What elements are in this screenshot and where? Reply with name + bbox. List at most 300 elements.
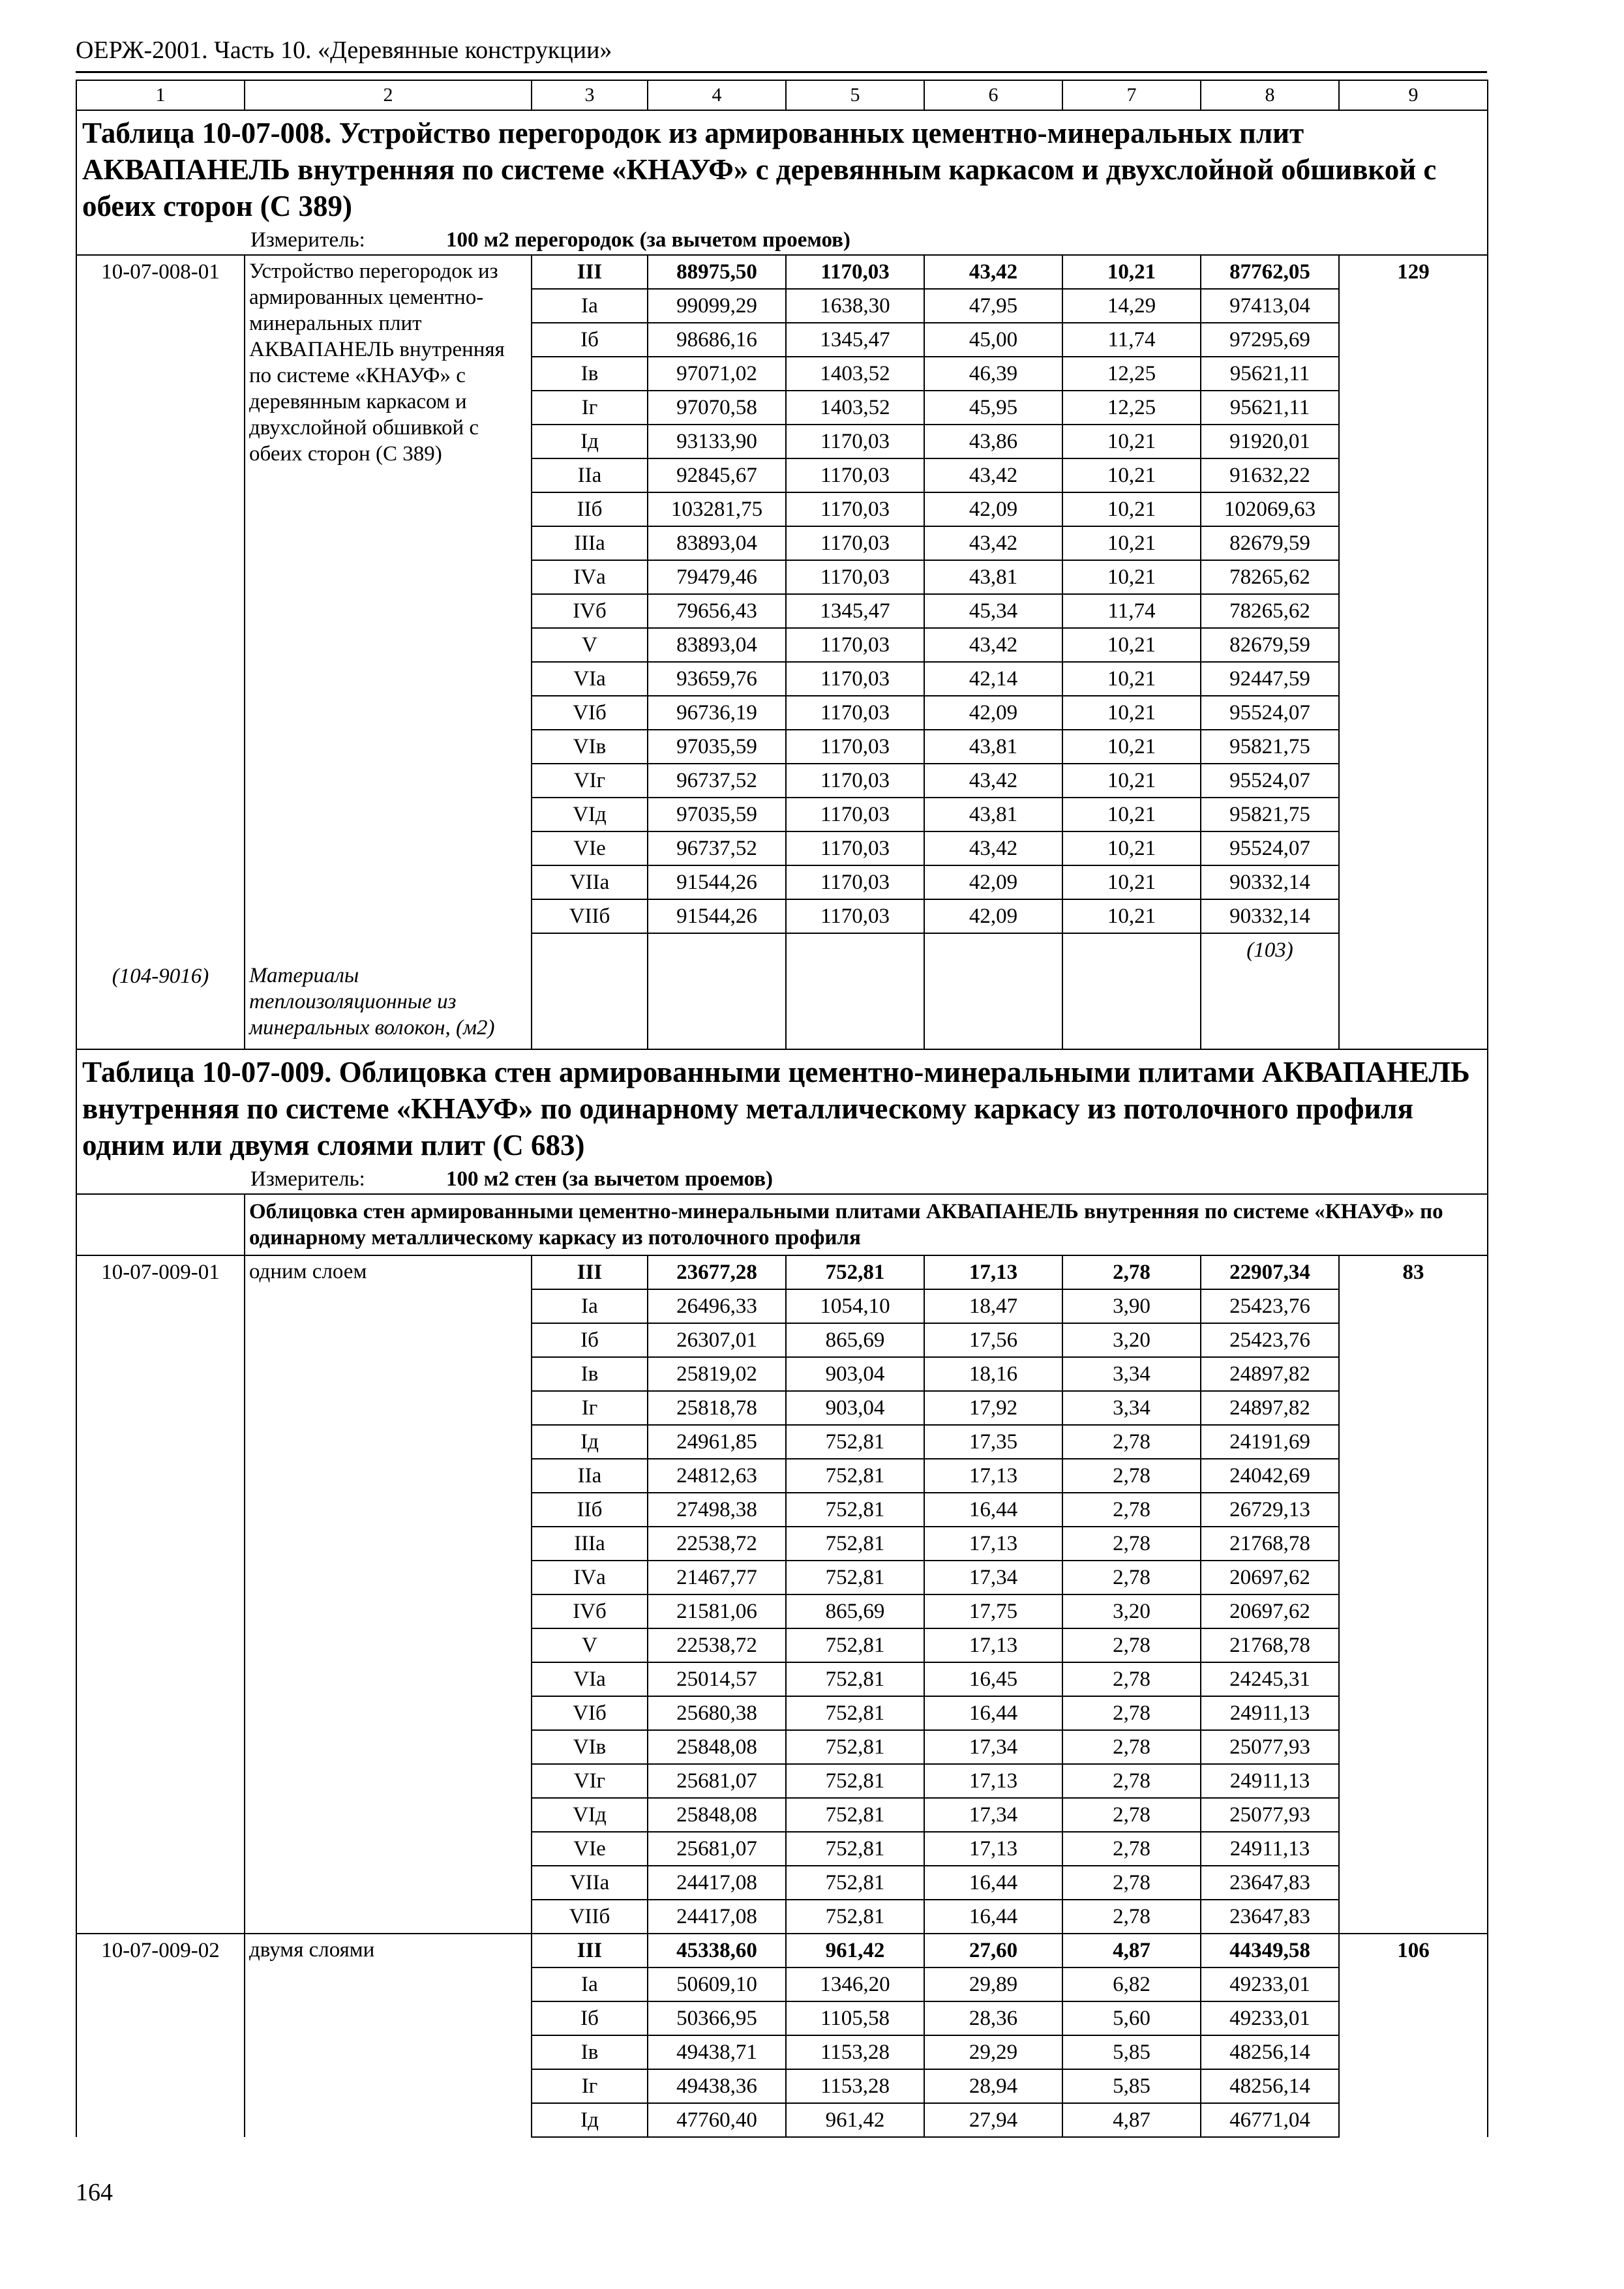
zone-code: III	[532, 255, 648, 289]
rate-value: 23677,28	[648, 1255, 786, 1289]
rate-value: 93659,76	[648, 662, 786, 696]
rate-value: 1170,03	[786, 730, 924, 764]
rate-value: 752,81	[786, 1832, 924, 1866]
rate-value: 43,81	[924, 560, 1062, 594]
rate-value: 87762,05	[1201, 255, 1339, 289]
item-description: двумя слоями	[245, 1934, 532, 2137]
column-number: 5	[786, 80, 924, 110]
rate-value: 17,13	[924, 1628, 1062, 1662]
zone-code: Iв	[532, 2035, 648, 2069]
zone-code: VIд	[532, 1798, 648, 1832]
rate-value: 24911,13	[1201, 1764, 1339, 1798]
rate-value: 1170,03	[786, 526, 924, 560]
rate-value: 43,42	[924, 764, 1062, 798]
unit-label: Измеритель:	[250, 1167, 365, 1191]
rate-value: 45,00	[924, 323, 1062, 357]
rate-value: 18,16	[924, 1357, 1062, 1391]
rate-value: 21581,06	[648, 1594, 786, 1628]
rate-value: 22538,72	[648, 1527, 786, 1561]
rate-value: 24897,82	[1201, 1357, 1339, 1391]
rate-value: 95524,07	[1201, 831, 1339, 865]
rate-value: 48256,14	[1201, 2035, 1339, 2069]
rate-value: 22907,34	[1201, 1255, 1339, 1289]
rate-value: 43,81	[924, 798, 1062, 831]
rate-value	[786, 933, 924, 1049]
page-header: ОЕРЖ-2001. Часть 10. «Деревянные конструкции»	[76, 37, 612, 64]
rate-value: 1170,03	[786, 628, 924, 662]
rate-value: 2,78	[1062, 1561, 1201, 1594]
rate-value: 10,21	[1062, 696, 1201, 730]
rate-value: 3,34	[1062, 1391, 1201, 1425]
rate-value: 3,34	[1062, 1357, 1201, 1391]
rate-value: 865,69	[786, 1323, 924, 1357]
zone-code: Iб	[532, 1323, 648, 1357]
item-code: 10-07-009-02	[76, 1934, 245, 2137]
zone-code: Iб	[532, 2001, 648, 2035]
rate-value: 102069,63	[1201, 492, 1339, 526]
rate-value: 27498,38	[648, 1493, 786, 1527]
rate-value: 97070,58	[648, 391, 786, 425]
rate-value: 21467,77	[648, 1561, 786, 1594]
rate-value: 2,78	[1062, 1255, 1201, 1289]
rate-value: 49233,01	[1201, 2001, 1339, 2035]
rate-value: 1638,30	[786, 289, 924, 323]
item-description	[245, 255, 532, 1049]
rate-value: 25848,08	[648, 1730, 786, 1764]
rate-value: 25680,38	[648, 1696, 786, 1730]
zone-code: III	[532, 1934, 648, 1967]
zone-code: Iг	[532, 1391, 648, 1425]
rate-value: 29,29	[924, 2035, 1062, 2069]
rate-value: 24417,08	[648, 1900, 786, 1934]
rate-value: 42,09	[924, 492, 1062, 526]
table-row	[76, 1255, 1488, 1289]
rate-value: 43,42	[924, 255, 1062, 289]
rate-value: 46,39	[924, 357, 1062, 391]
rate-value: 16,44	[924, 1493, 1062, 1527]
rate-value: 1170,03	[786, 492, 924, 526]
rate-value: 17,13	[924, 1764, 1062, 1798]
rate-value: 48256,14	[1201, 2069, 1339, 2103]
rate-value: 103281,75	[648, 492, 786, 526]
rate-value: 28,36	[924, 2001, 1062, 2035]
zone-code: VIIа	[532, 1866, 648, 1900]
rate-value: 43,42	[924, 458, 1062, 492]
rate-value: 24911,13	[1201, 1832, 1339, 1866]
zone-code: Iв	[532, 1357, 648, 1391]
rate-value: 1170,03	[786, 764, 924, 798]
zone-code: V	[532, 628, 648, 662]
rate-value: 42,09	[924, 696, 1062, 730]
rate-value: 11,74	[1062, 594, 1201, 628]
rate-value: 24897,82	[1201, 1391, 1339, 1425]
column-9-value: 129	[1339, 255, 1488, 1049]
rate-value: 22538,72	[648, 1628, 786, 1662]
zone-code: Iа	[532, 1967, 648, 2001]
zone-code: IVб	[532, 594, 648, 628]
table-title: Таблица 10-07-009. Облицовка стен армированными цементно-минеральными плитами АКВАПАНЕЛЬ внутренняя по системе «КНАУФ» по одинарному металлическому каркасу из потолочного профиля одним или двумя слоями плит (С 683)	[82, 1056, 1470, 1161]
item-code	[76, 255, 245, 1049]
rate-value: 752,81	[786, 1527, 924, 1561]
rate-value: 17,35	[924, 1425, 1062, 1459]
rate-value: 1153,28	[786, 2069, 924, 2103]
zone-code	[532, 933, 648, 1049]
rates-table	[76, 80, 1488, 2138]
rate-value: 752,81	[786, 1493, 924, 1527]
rate-value: 3,20	[1062, 1594, 1201, 1628]
rate-value: 25681,07	[648, 1764, 786, 1798]
table-title-row	[76, 110, 1488, 255]
rate-value: 90332,14	[1201, 899, 1339, 933]
zone-code: Iг	[532, 2069, 648, 2103]
rate-value: 79479,46	[648, 560, 786, 594]
rates-table-body	[76, 80, 1488, 2137]
rate-value: 16,45	[924, 1662, 1062, 1696]
rate-value: 23647,83	[1201, 1900, 1339, 1934]
zone-code: IIIа	[532, 526, 648, 560]
rate-value: 92845,67	[648, 458, 786, 492]
zone-code: Iа	[532, 1289, 648, 1323]
rate-value: 6,82	[1062, 1967, 1201, 2001]
material-code: (104-9016)	[112, 965, 209, 988]
rate-value: 50366,95	[648, 2001, 786, 2035]
rate-value: 45338,60	[648, 1934, 786, 1967]
rate-value: 17,34	[924, 1798, 1062, 1832]
rate-value: 21768,78	[1201, 1527, 1339, 1561]
zone-code: VIг	[532, 1764, 648, 1798]
rate-value: 903,04	[786, 1357, 924, 1391]
rate-value: 10,21	[1062, 492, 1201, 526]
rate-value: 10,21	[1062, 560, 1201, 594]
rate-value: 2,78	[1062, 1696, 1201, 1730]
rate-value: 45,95	[924, 391, 1062, 425]
rate-value: 27,60	[924, 1934, 1062, 1967]
rate-value: 91920,01	[1201, 425, 1339, 458]
zone-code: IIб	[532, 492, 648, 526]
rate-value: 79656,43	[648, 594, 786, 628]
zone-code: IVа	[532, 1561, 648, 1594]
rate-value: 17,34	[924, 1561, 1062, 1594]
rate-value: 4,87	[1062, 2103, 1201, 2137]
rate-value: 17,13	[924, 1527, 1062, 1561]
table-row	[76, 255, 1488, 289]
rate-value: 10,21	[1062, 831, 1201, 865]
column-number: 8	[1201, 80, 1339, 110]
rate-value: 25818,78	[648, 1391, 786, 1425]
zone-code: VIг	[532, 764, 648, 798]
rate-value: 5,85	[1062, 2035, 1201, 2069]
rate-value: 25819,02	[648, 1357, 786, 1391]
rate-value: 2,78	[1062, 1798, 1201, 1832]
subheading-blank	[76, 1194, 245, 1255]
rate-value: 10,21	[1062, 628, 1201, 662]
zone-code: VIд	[532, 798, 648, 831]
rate-value: 96737,52	[648, 831, 786, 865]
rate-value: 95821,75	[1201, 730, 1339, 764]
rate-value: 1153,28	[786, 2035, 924, 2069]
rate-value: 14,29	[1062, 289, 1201, 323]
page-number: 164	[76, 2179, 113, 2206]
rate-value: 16,44	[924, 1696, 1062, 1730]
rate-value: 88975,50	[648, 255, 786, 289]
rate-value: 92447,59	[1201, 662, 1339, 696]
zone-code: VIв	[532, 1730, 648, 1764]
unit-value: 100 м2 стен (за вычетом проемов)	[446, 1167, 774, 1191]
rate-value: 752,81	[786, 1764, 924, 1798]
item-description-text: Устройство перегородок из армированных цементно-минеральных плит АКВАПАНЕЛЬ внутренняя по системе «КНАУФ» с деревянным каркасом и двухслойной обшивкой с обеих сторон (С 389)	[249, 260, 505, 466]
item-code-text: 10-07-008-01	[101, 260, 220, 284]
rate-value: 1054,10	[786, 1289, 924, 1323]
header-rule	[76, 71, 1487, 73]
subheading: Облицовка стен армированными цементно-минеральными плитами АКВАПАНЕЛЬ внутренняя по системе «КНАУФ» по одинарному металлическому каркасу из потолочного профиля	[245, 1194, 1488, 1255]
rate-value: 10,21	[1062, 764, 1201, 798]
zone-code: VIб	[532, 696, 648, 730]
rate-value: 3,90	[1062, 1289, 1201, 1323]
column-number: 3	[532, 80, 648, 110]
rate-value: 98686,16	[648, 323, 786, 357]
rate-value: 2,78	[1062, 1527, 1201, 1561]
rate-value: 2,78	[1062, 1730, 1201, 1764]
zone-code: III	[532, 1255, 648, 1289]
zone-code: VIе	[532, 831, 648, 865]
zone-code: IIб	[532, 1493, 648, 1527]
rate-value: 83893,04	[648, 526, 786, 560]
rate-value: 90332,14	[1201, 865, 1339, 899]
rate-value: 1403,52	[786, 391, 924, 425]
rate-value: 2,78	[1062, 1662, 1201, 1696]
rate-value: 1170,03	[786, 798, 924, 831]
rate-value: 24911,13	[1201, 1696, 1339, 1730]
rate-value: 93133,90	[648, 425, 786, 458]
rate-value: 752,81	[786, 1425, 924, 1459]
rate-value: 47,95	[924, 289, 1062, 323]
rate-value: 17,13	[924, 1255, 1062, 1289]
rate-value: 17,92	[924, 1391, 1062, 1425]
rate-value: 10,21	[1062, 255, 1201, 289]
rate-value: 91544,26	[648, 899, 786, 933]
rate-value: 961,42	[786, 1934, 924, 1967]
rate-value: 91544,26	[648, 865, 786, 899]
rate-value: 97071,02	[648, 357, 786, 391]
rate-value: 95621,11	[1201, 391, 1339, 425]
rate-value: 17,34	[924, 1730, 1062, 1764]
rate-value: 23647,83	[1201, 1866, 1339, 1900]
rate-value: 10,21	[1062, 662, 1201, 696]
zone-code: VIб	[532, 1696, 648, 1730]
rate-value: 1170,03	[786, 255, 924, 289]
rate-value: 97035,59	[648, 798, 786, 831]
rate-value: 2,78	[1062, 1459, 1201, 1493]
rate-value: 96736,19	[648, 696, 786, 730]
rate-value: 82679,59	[1201, 526, 1339, 560]
column-number: 2	[245, 80, 532, 110]
rate-value: 20697,62	[1201, 1594, 1339, 1628]
unit-label: Измеритель:	[250, 228, 365, 252]
zone-code: VIIа	[532, 865, 648, 899]
rate-value: 2,78	[1062, 1832, 1201, 1866]
rate-value: 752,81	[786, 1900, 924, 1934]
rate-value: 78265,62	[1201, 560, 1339, 594]
rate-value: 42,09	[924, 865, 1062, 899]
column-number-row	[76, 80, 1488, 110]
rate-value: 24245,31	[1201, 1662, 1339, 1696]
rate-value: 1170,03	[786, 425, 924, 458]
rate-value: 752,81	[786, 1255, 924, 1289]
zone-code: VIв	[532, 730, 648, 764]
rate-value: 83893,04	[648, 628, 786, 662]
rate-value: 752,81	[786, 1798, 924, 1832]
rate-value: 5,85	[1062, 2069, 1201, 2103]
rate-value: 25423,76	[1201, 1289, 1339, 1323]
rate-value: 10,21	[1062, 899, 1201, 933]
rate-value: 752,81	[786, 1866, 924, 1900]
zone-code: VIе	[532, 1832, 648, 1866]
rate-value: 47760,40	[648, 2103, 786, 2137]
rate-value: 5,60	[1062, 2001, 1201, 2035]
rate-value: 46771,04	[1201, 2103, 1339, 2137]
table-title-row	[76, 1049, 1488, 1194]
rate-value: 1170,03	[786, 899, 924, 933]
rate-value: 44349,58	[1201, 1934, 1339, 1967]
rate-value: 17,13	[924, 1832, 1062, 1866]
column-number: 4	[648, 80, 786, 110]
rate-value: 11,74	[1062, 323, 1201, 357]
zone-code: IIа	[532, 458, 648, 492]
rate-value: 20697,62	[1201, 1561, 1339, 1594]
rate-value: 2,78	[1062, 1628, 1201, 1662]
rate-value: 2,78	[1062, 1866, 1201, 1900]
table-title-cell	[76, 110, 1488, 255]
zone-code: Iг	[532, 391, 648, 425]
column-number: 7	[1062, 80, 1201, 110]
rate-value	[924, 933, 1062, 1049]
subheading-row	[76, 1194, 1488, 1255]
rate-value: 50609,10	[648, 1967, 786, 2001]
rate-value: 25077,93	[1201, 1798, 1339, 1832]
rate-value: 752,81	[786, 1459, 924, 1493]
rate-value: 25014,57	[648, 1662, 786, 1696]
rate-value: 752,81	[786, 1662, 924, 1696]
rate-value: 97035,59	[648, 730, 786, 764]
rate-value: 82679,59	[1201, 628, 1339, 662]
unit-value: 100 м2 перегородок (за вычетом проемов)	[446, 228, 850, 252]
rate-value: 752,81	[786, 1628, 924, 1662]
column-9-value: 83	[1339, 1255, 1488, 1934]
rate-value: 10,21	[1062, 730, 1201, 764]
rate-value: 10,21	[1062, 425, 1201, 458]
rate-value: 1105,58	[786, 2001, 924, 2035]
rate-value: 10,21	[1062, 798, 1201, 831]
rate-value: 3,20	[1062, 1323, 1201, 1357]
rate-value: 10,21	[1062, 526, 1201, 560]
unit-line	[82, 1166, 1482, 1192]
rate-value: 95524,07	[1201, 696, 1339, 730]
rate-value: 28,94	[924, 2069, 1062, 2103]
rate-value: 29,89	[924, 1967, 1062, 2001]
rate-value: 24961,85	[648, 1425, 786, 1459]
rate-value: 752,81	[786, 1561, 924, 1594]
rate-value: 2,78	[1062, 1900, 1201, 1934]
rate-value: 903,04	[786, 1391, 924, 1425]
rate-value: 17,56	[924, 1323, 1062, 1357]
rate-value: 10,21	[1062, 458, 1201, 492]
rate-value: 43,81	[924, 730, 1062, 764]
rate-value: 49438,71	[648, 2035, 786, 2069]
table-title-cell	[76, 1049, 1488, 1194]
unit-line	[82, 227, 1482, 253]
rate-value: 43,42	[924, 526, 1062, 560]
rate-value: 1403,52	[786, 357, 924, 391]
rate-value: 25848,08	[648, 1798, 786, 1832]
rate-value: 2,78	[1062, 1425, 1201, 1459]
rate-value: 1170,03	[786, 865, 924, 899]
rate-value: 96737,52	[648, 764, 786, 798]
zone-code: IVб	[532, 1594, 648, 1628]
rate-value: 21768,78	[1201, 1628, 1339, 1662]
rate-value: 1170,03	[786, 696, 924, 730]
rate-value: 1170,03	[786, 560, 924, 594]
zone-code: Iа	[532, 289, 648, 323]
rate-value: 961,42	[786, 2103, 924, 2137]
rate-value: 1346,20	[786, 1967, 924, 2001]
zone-code: VIIб	[532, 899, 648, 933]
table-row	[76, 1934, 1488, 1967]
zone-code: Iв	[532, 357, 648, 391]
zone-code: V	[532, 1628, 648, 1662]
table-title: Таблица 10-07-008. Устройство перегородок из армированных цементно-минеральных плит АКВАПАНЕЛЬ внутренняя по системе «КНАУФ» с деревянным каркасом и двухслойной обшивкой с обеих сторон (С 389)	[82, 117, 1437, 222]
rate-value: 24417,08	[648, 1866, 786, 1900]
rate-value: 42,09	[924, 899, 1062, 933]
rate-value: 95524,07	[1201, 764, 1339, 798]
rate-value: 26307,01	[648, 1323, 786, 1357]
rate-value: 49438,36	[648, 2069, 786, 2103]
rate-value: 10,21	[1062, 865, 1201, 899]
rate-value: 2,78	[1062, 1493, 1201, 1527]
rate-value: 43,42	[924, 831, 1062, 865]
rate-value: 1345,47	[786, 594, 924, 628]
rate-value: 24191,69	[1201, 1425, 1339, 1459]
rate-value: 97295,69	[1201, 323, 1339, 357]
item-description: одним слоем	[245, 1255, 532, 1934]
column-number: 1	[76, 80, 245, 110]
rate-value: 42,14	[924, 662, 1062, 696]
rate-value: 24042,69	[1201, 1459, 1339, 1493]
rate-value: 16,44	[924, 1866, 1062, 1900]
material-value: (103)	[1201, 933, 1339, 1049]
rate-value: 97413,04	[1201, 289, 1339, 323]
rate-value: 26729,13	[1201, 1493, 1339, 1527]
zone-code: IIа	[532, 1459, 648, 1493]
rate-value: 43,42	[924, 628, 1062, 662]
rate-value	[648, 933, 786, 1049]
rate-value: 49233,01	[1201, 1967, 1339, 2001]
rate-value: 17,75	[924, 1594, 1062, 1628]
rate-value: 4,87	[1062, 1934, 1201, 1967]
rate-value: 78265,62	[1201, 594, 1339, 628]
rate-value: 1170,03	[786, 458, 924, 492]
item-code: 10-07-009-01	[76, 1255, 245, 1934]
column-number: 6	[924, 80, 1062, 110]
rate-value: 752,81	[786, 1696, 924, 1730]
zone-code: Iб	[532, 323, 648, 357]
rate-value	[1062, 933, 1201, 1049]
rate-value: 2,78	[1062, 1764, 1201, 1798]
rate-value: 25077,93	[1201, 1730, 1339, 1764]
rate-value: 24812,63	[648, 1459, 786, 1493]
rate-value: 91632,22	[1201, 458, 1339, 492]
rate-value: 25681,07	[648, 1832, 786, 1866]
zone-code: IIIа	[532, 1527, 648, 1561]
